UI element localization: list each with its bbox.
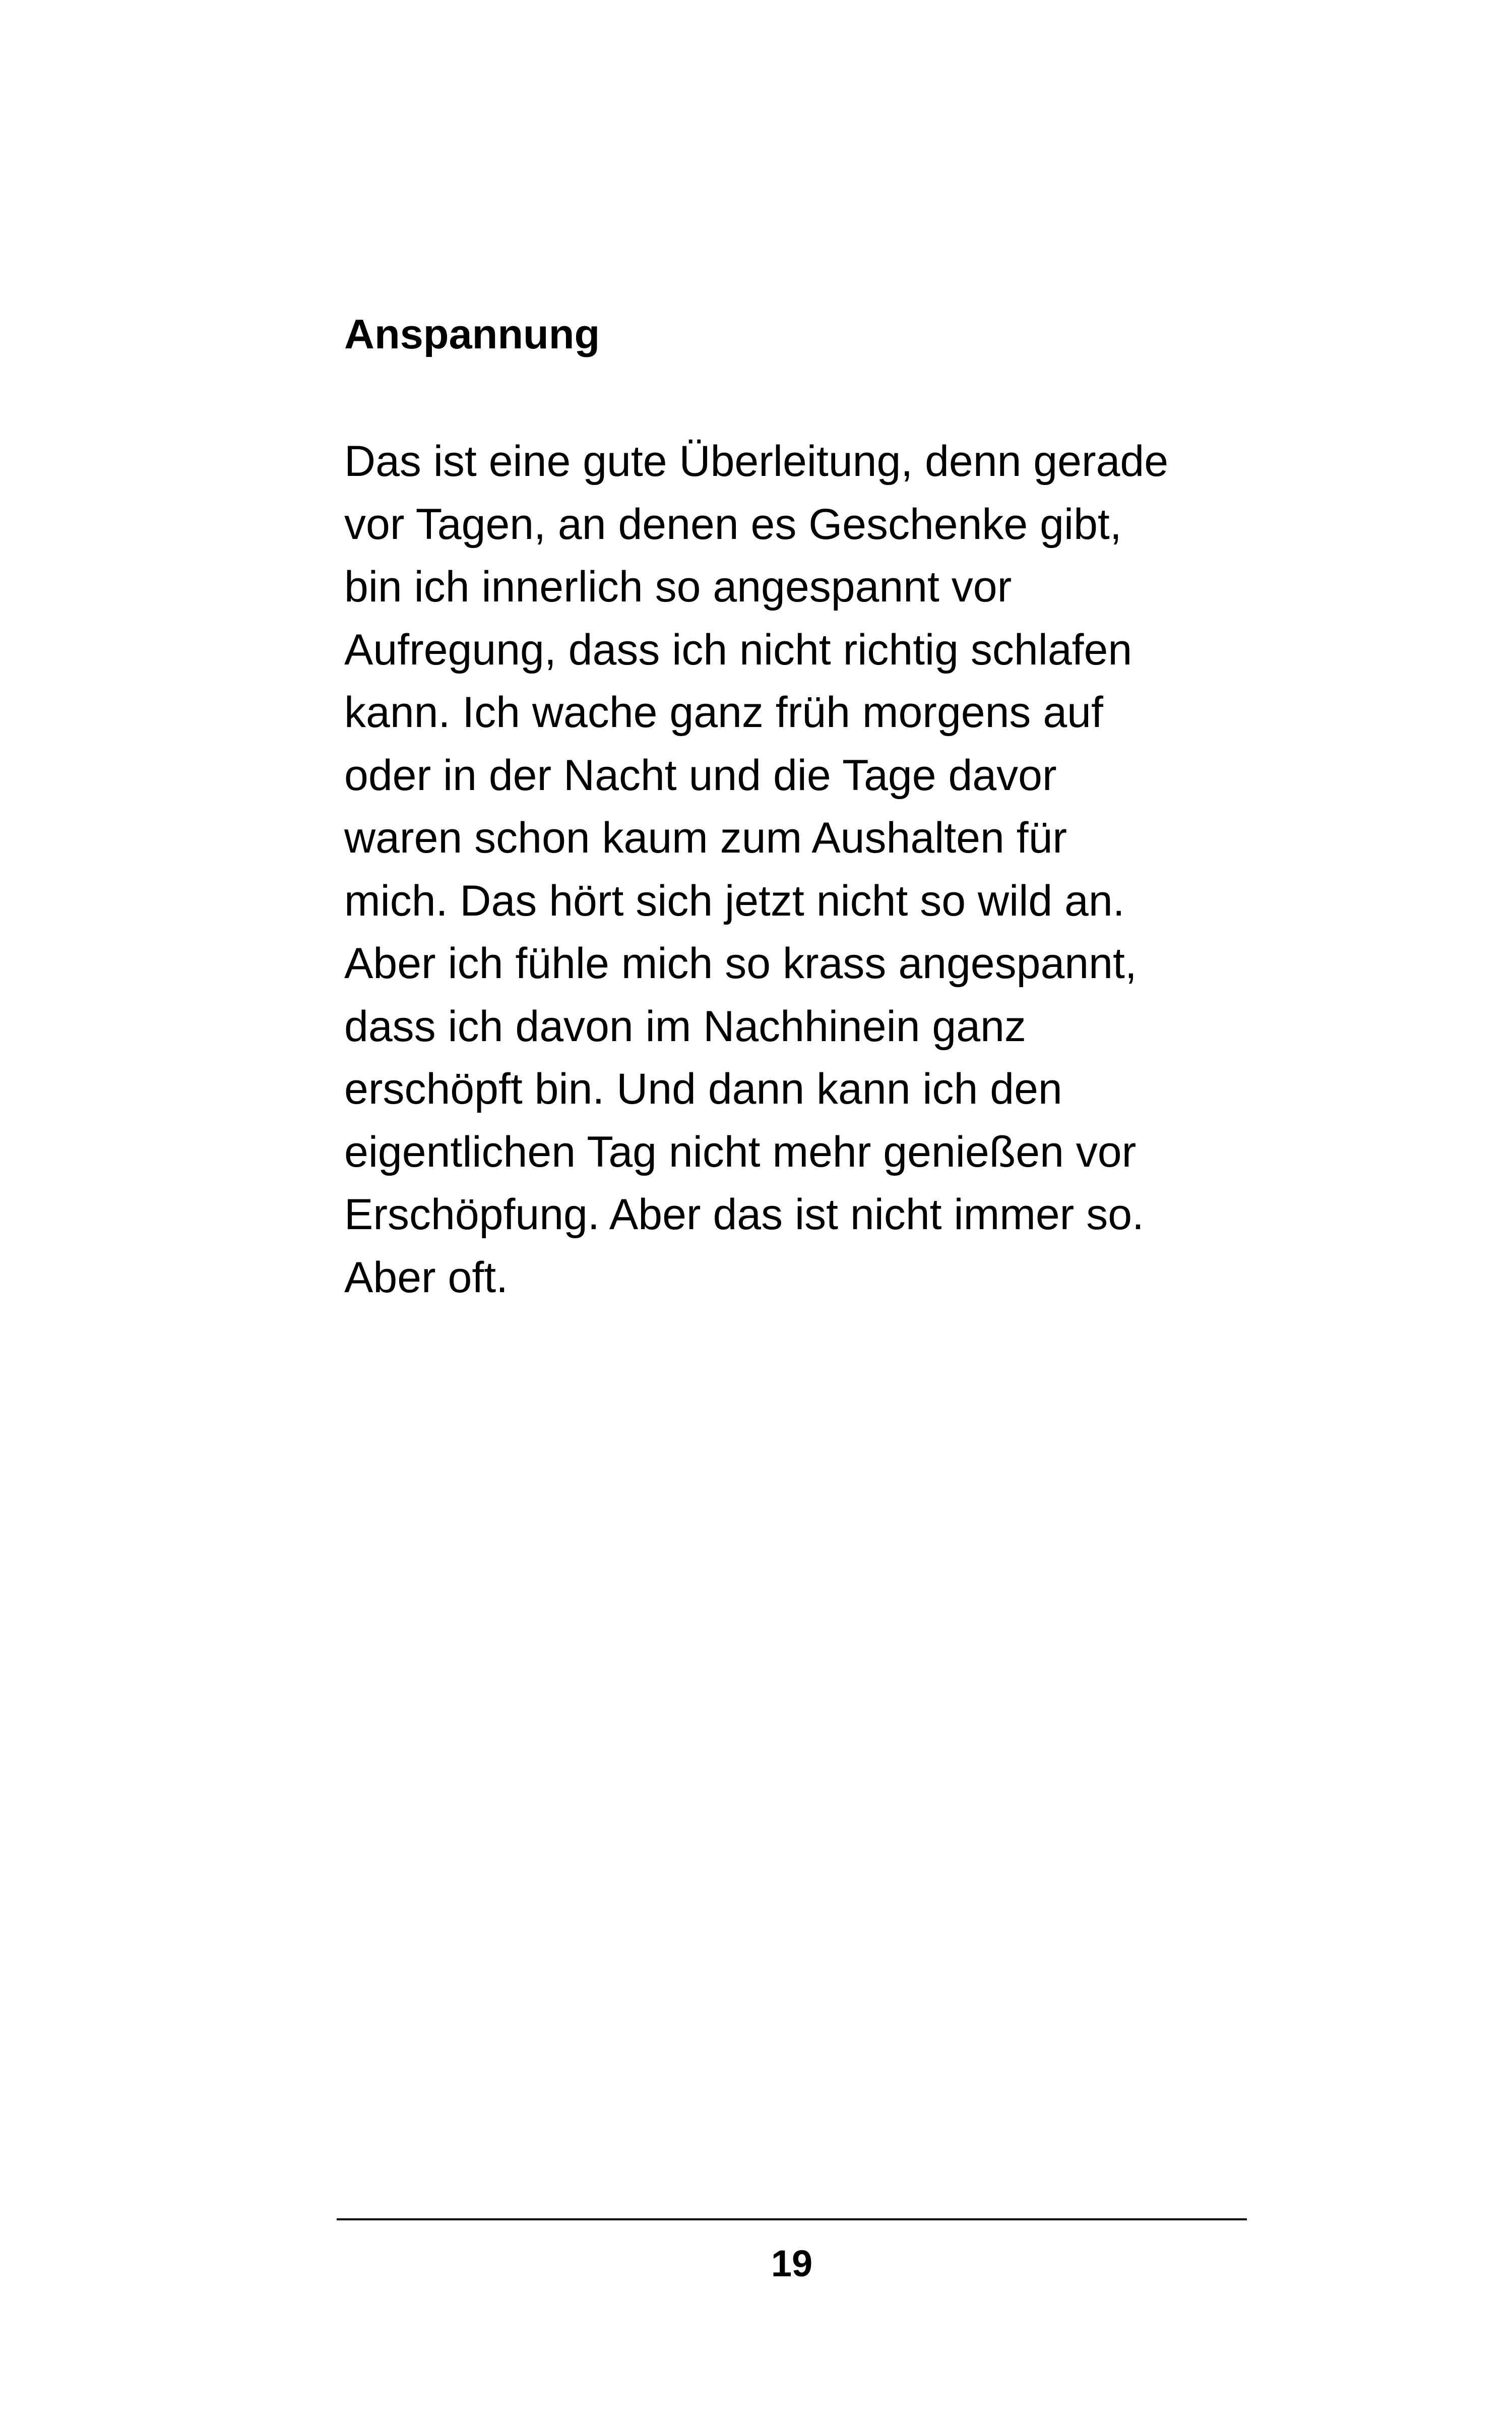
paragraph-line: dass ich davon im Nachhinein ganz [344,1002,1026,1051]
paragraph-line: Aber oft. [344,1253,509,1302]
paragraph-line: eigentlichen Tag nicht mehr genießen vor [344,1127,1137,1176]
paragraph-line: erschöpft bin. Und dann kann ich den [344,1065,1062,1113]
page-number: 19 [771,2243,813,2284]
footer-divider [337,2218,1247,2220]
paragraph-line: waren schon kaum zum Aushalten für [344,814,1067,862]
paragraph-line: bin ich innerlich so angespannt vor [344,563,1012,611]
body-paragraph [344,430,1302,1309]
paragraph-line: Erschöpfung. Aber das ist nicht immer so. [344,1190,1144,1239]
paragraph-line: vor Tagen, an denen es Geschenke gibt, [344,500,1122,549]
section-heading: Anspannung [344,311,600,357]
paragraph-line: kann. Ich wache ganz früh morgens auf [344,688,1103,737]
paragraph-line: Aufregung, dass ich nicht richtig schlafen [344,625,1132,674]
paragraph-line: Das ist eine gute Überleitung, denn gerade [344,437,1169,486]
paragraph-line: Aber ich fühle mich so krass angespannt, [344,939,1137,988]
paragraph-line: mich. Das hört sich jetzt nicht so wild an. [344,876,1125,925]
paragraph-line: oder in der Nacht und die Tage davor [344,751,1057,800]
